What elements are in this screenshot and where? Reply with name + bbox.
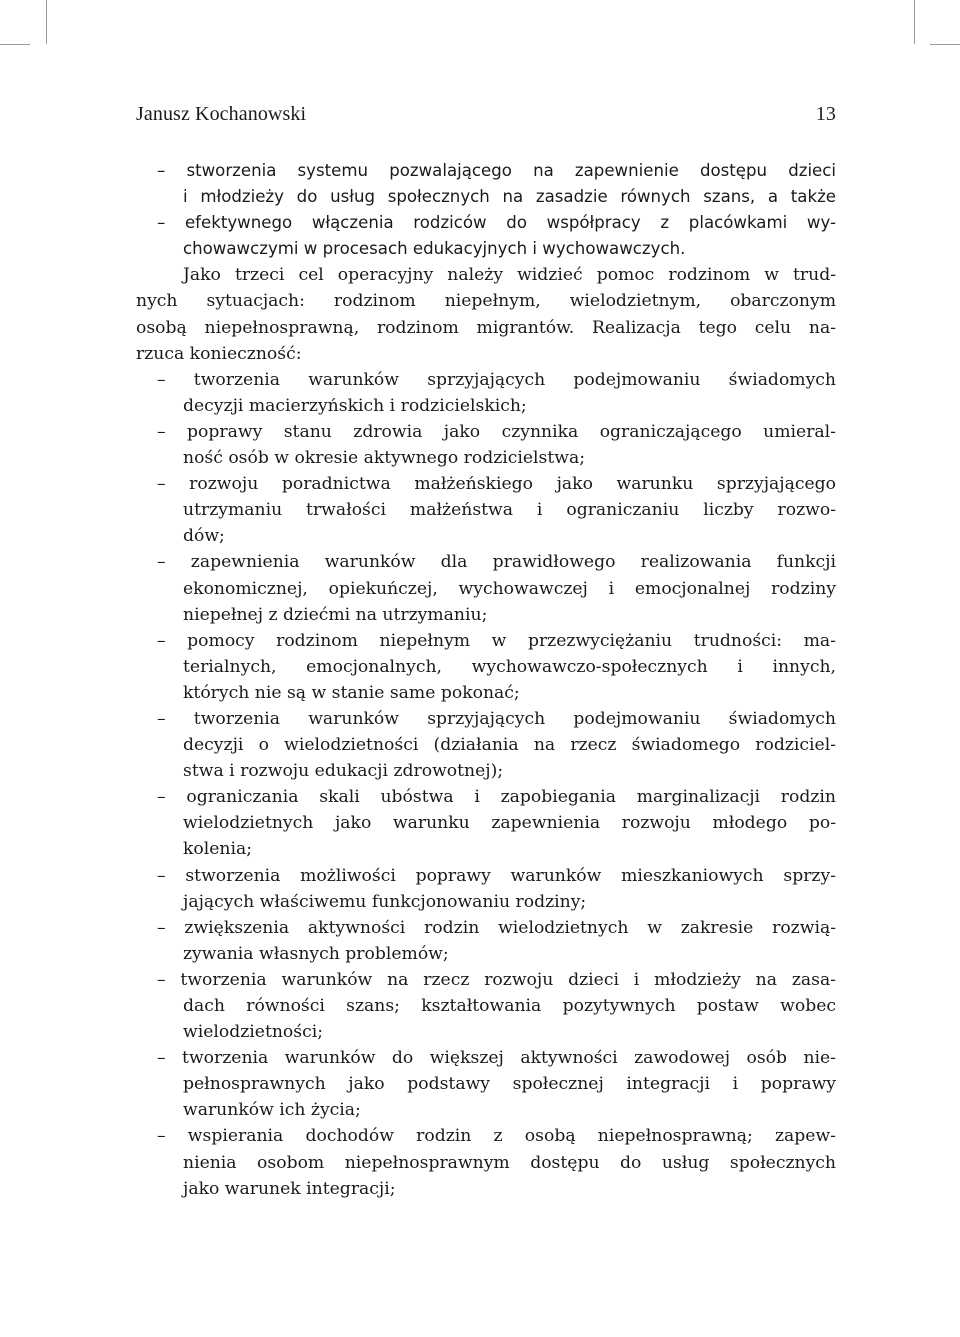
text-line: rzuca konieczność:	[136, 343, 302, 364]
list-item-line: – zapewnienia warunków dla prawidłowego realizowania funkcji	[157, 552, 836, 573]
text-line: których nie są w stanie same pokonać;	[183, 682, 520, 703]
text-line: terialnych, emocjonalnych, wychowawczo-społecznych i innych,	[183, 656, 836, 677]
text-line: nienia osobom niepełnosprawnym dostępu do usług społecznych	[183, 1152, 836, 1173]
list-item-line: – zwiększenia aktywności rodzin wielodzietnych w zakresie rozwią-	[157, 917, 836, 938]
text-line: dów;	[183, 526, 225, 547]
text-line: jających właściwemu funkcjonowaniu rodziny;	[183, 891, 587, 912]
body-text	[136, 158, 836, 1202]
text-line: decyzji macierzyńskich i rodzicielskich;	[183, 395, 527, 416]
list-item-line: – tworzenia warunków na rzecz rozwoju dzieci i młodzieży na zasa-	[157, 969, 836, 990]
list-item-line: – rozwoju poradnictwa małżeńskiego jako warunku sprzyjającego	[157, 474, 836, 495]
text-line: niepełnej z dziećmi na utrzymaniu;	[183, 604, 488, 625]
crop-mark-top-right-vertical	[914, 0, 915, 44]
text-line: stwa i rozwoju edukacji zdrowotnej);	[183, 761, 504, 782]
list-item-line: – pomocy rodzinom niepełnym w przezwyciężaniu trudności: ma-	[157, 630, 836, 651]
text-line: wielodzietnych jako warunku zapewnienia rozwoju młodego po-	[183, 813, 836, 834]
list-item-line: – efektywnego włączenia rodziców do współpracy z placówkami wy-	[157, 213, 836, 233]
list-item-line: – wspierania dochodów rodzin z osobą niepełnosprawną; zapew-	[157, 1126, 836, 1147]
text-line: decyzji o wielodzietności (działania na rzecz świadomego rodziciel-	[183, 735, 836, 756]
list-item-line: – ograniczania skali ubóstwa i zapobiegania marginalizacji rodzin	[157, 787, 836, 808]
text-line: warunków ich życia;	[183, 1100, 361, 1121]
list-item-line: – stworzenia systemu pozwalającego na zapewnienie dostępu dzieci	[157, 161, 836, 180]
text-line: osobą niepełnosprawną, rodzinom migrantów. Realizacja tego celu na-	[136, 317, 836, 338]
text-line: ność osób w okresie aktywnego rodzicielstwa;	[183, 448, 586, 469]
text-line: chowawczymi w procesach edukacyjnych i wychowawczych.	[183, 239, 686, 259]
crop-mark-top-left-vertical	[46, 0, 47, 44]
text-line: wielodzietności;	[183, 1022, 324, 1043]
text-line: Jako trzeci cel operacyjny należy widzieć pomoc rodzinom w trud-	[183, 265, 836, 286]
list-item-line: – stworzenia możliwości poprawy warunków mieszkaniowych sprzy-	[157, 865, 836, 886]
text-line: ekonomicznej, opiekuńczej, wychowawczej i emocjonalnej rodziny	[183, 578, 836, 599]
list-item-line: – tworzenia warunków sprzyjających podejmowaniu świadomych	[157, 369, 836, 390]
text-line: utrzymaniu trwałości małżeństwa i ograniczaniu liczby rozwo-	[183, 500, 836, 521]
list-item-line: – tworzenia warunków do większej aktywności zawodowej osób nie-	[157, 1048, 836, 1069]
crop-mark-top-right-horizontal	[930, 44, 960, 45]
text-line: jako warunek integracji;	[183, 1178, 396, 1199]
text-line: kolenia;	[183, 839, 253, 860]
text-line: dach równości szans; kształtowania pozytywnych postaw wobec	[183, 996, 836, 1016]
crop-mark-top-left-horizontal	[0, 44, 30, 45]
text-line: zywania własnych problemów;	[183, 943, 449, 964]
list-item-line: – poprawy stanu zdrowia jako czynnika ograniczającego umieral-	[157, 421, 836, 442]
text-line: i młodzieży do usług społecznych na zasadzie równych szans, a także	[183, 187, 836, 207]
running-header	[136, 103, 836, 131]
text-line: nych sytuacjach: rodzinom niepełnym, wielodzietnym, obarczonym	[136, 291, 836, 312]
header-author: Janusz Kochanowski	[136, 103, 307, 125]
list-item-line: – tworzenia warunków sprzyjających podejmowaniu świadomych	[157, 708, 836, 729]
text-line: pełnosprawnych jako podstawy społecznej integracji i poprawy	[183, 1074, 836, 1095]
page-number: 13	[815, 103, 836, 125]
